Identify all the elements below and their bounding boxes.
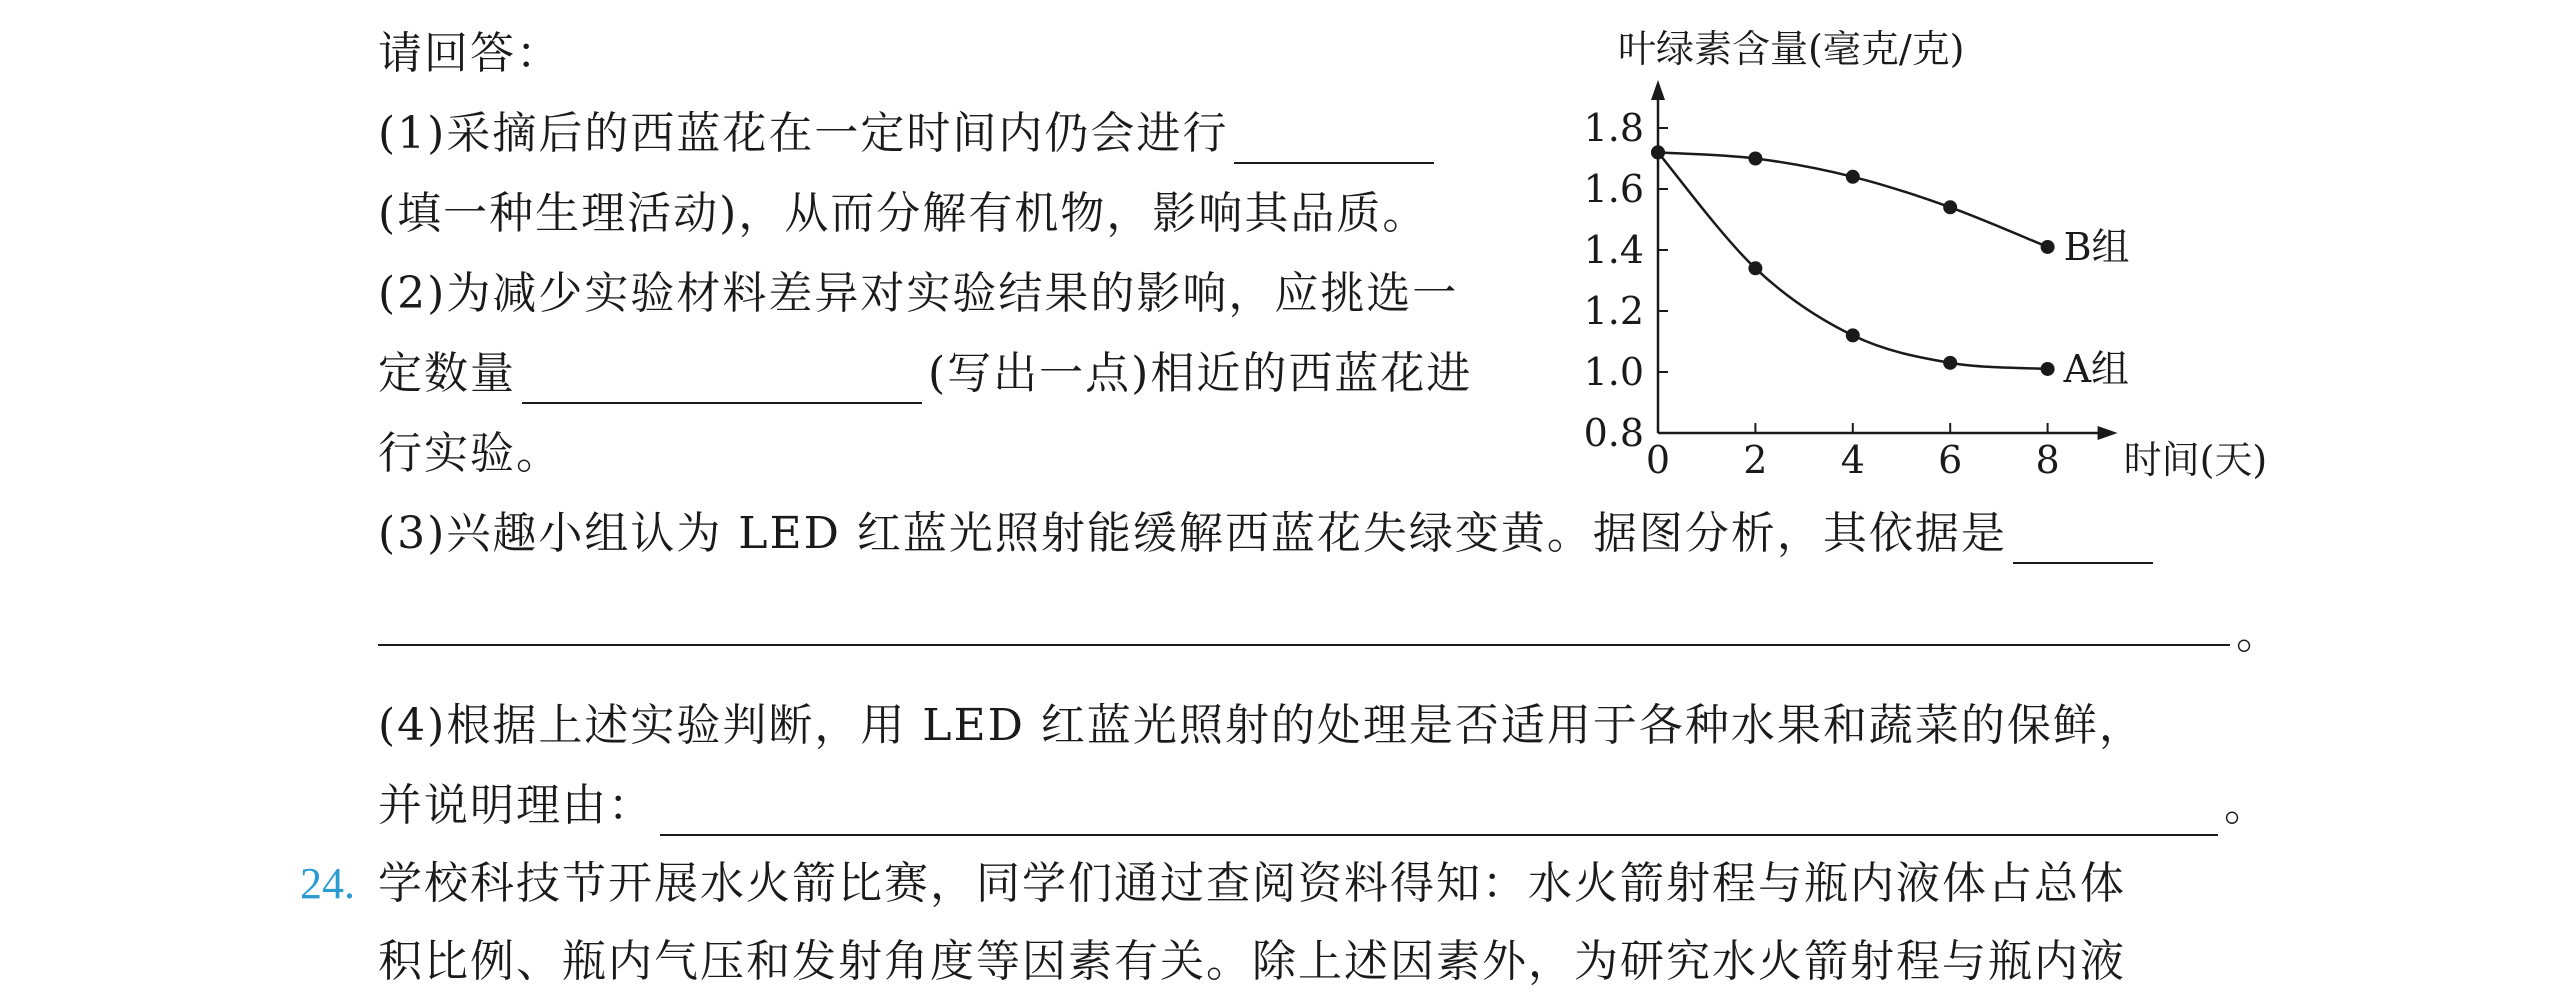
series-a-point <box>1846 328 1860 342</box>
y-tick-label: 1.0 <box>1583 350 1644 394</box>
q2-text-b: (写出一点)相近的西蓝花进 <box>928 348 1473 399</box>
q1-text: (1)采摘后的西蓝花在一定时间内仍会进行 <box>378 108 1229 159</box>
series-b-label: B组 <box>2063 224 2130 269</box>
q2-text: (2)为减少实验材料差异对实验结果的影响，应挑选一 <box>378 268 1459 319</box>
question-number-24: 24. <box>300 859 355 908</box>
x-axis-label: 时间(天) <box>2123 438 2268 482</box>
y-tick-label: 1.2 <box>1583 289 1644 333</box>
q2-text-c: 行实验。 <box>378 428 562 479</box>
series-b-point <box>1748 152 1762 166</box>
chart-series <box>1651 145 2055 376</box>
q4-period: 。 <box>2224 780 2270 831</box>
q2-text-a: 定数量 <box>378 348 516 399</box>
y-axis-label: 叶绿素含量(毫克/克) <box>1618 27 1965 71</box>
y-axis-arrow <box>1651 80 1665 100</box>
series-b-point <box>2041 240 2055 254</box>
q3-text: (3)兴趣小组认为 LED 红蓝光照射能缓解西蓝花失绿变黄。据图分析，其依据是 <box>378 508 2007 559</box>
q4-text: (4)根据上述实验判断，用 LED 红蓝光照射的处理是否适用于各种水果和蔬菜的保鲜， <box>378 700 2145 751</box>
x-tick-label: 6 <box>1938 438 1963 482</box>
series-a-label: A组 <box>2063 346 2130 391</box>
x-axis-arrow <box>2098 426 2118 440</box>
chart-axes <box>1651 80 2118 440</box>
q24-text: 学校科技节开展水火箭比赛，同学们通过查阅资料得知：水火箭射程与瓶内液体占总体 <box>378 858 2126 909</box>
q1-text-cont: (填一种生理活动)，从而分解有机物，影响其品质。 <box>378 188 1429 239</box>
series-a-point <box>2041 362 2055 376</box>
x-tick-label: 4 <box>1840 438 1865 482</box>
y-tick-label: 1.6 <box>1583 167 1644 211</box>
y-tick-label: 1.8 <box>1583 106 1644 150</box>
series-b-point <box>1846 170 1860 184</box>
x-tick-label: 0 <box>1645 438 1671 482</box>
chart-labels <box>1584 27 2268 482</box>
y-tick-label: 0.8 <box>1583 411 1644 455</box>
q3-period: 。 <box>2236 608 2280 659</box>
prompt-text: 请回答： <box>378 28 562 79</box>
series-a-point <box>1943 356 1957 370</box>
series-a-point <box>1651 145 1665 159</box>
y-tick-label: 1.4 <box>1583 228 1644 272</box>
series-b-line <box>1658 152 2048 247</box>
series-a-point <box>1748 261 1762 275</box>
x-tick-label: 2 <box>1743 438 1768 482</box>
x-tick-label: 8 <box>2035 438 2060 482</box>
series-b-point <box>1943 200 1957 214</box>
q24-text-cont: 积比例、瓶内气压和发射角度等因素有关。除上述因素外，为研究水火箭射程与瓶内液 <box>378 936 2126 987</box>
q4-text-b: 并说明理由： <box>378 780 654 831</box>
